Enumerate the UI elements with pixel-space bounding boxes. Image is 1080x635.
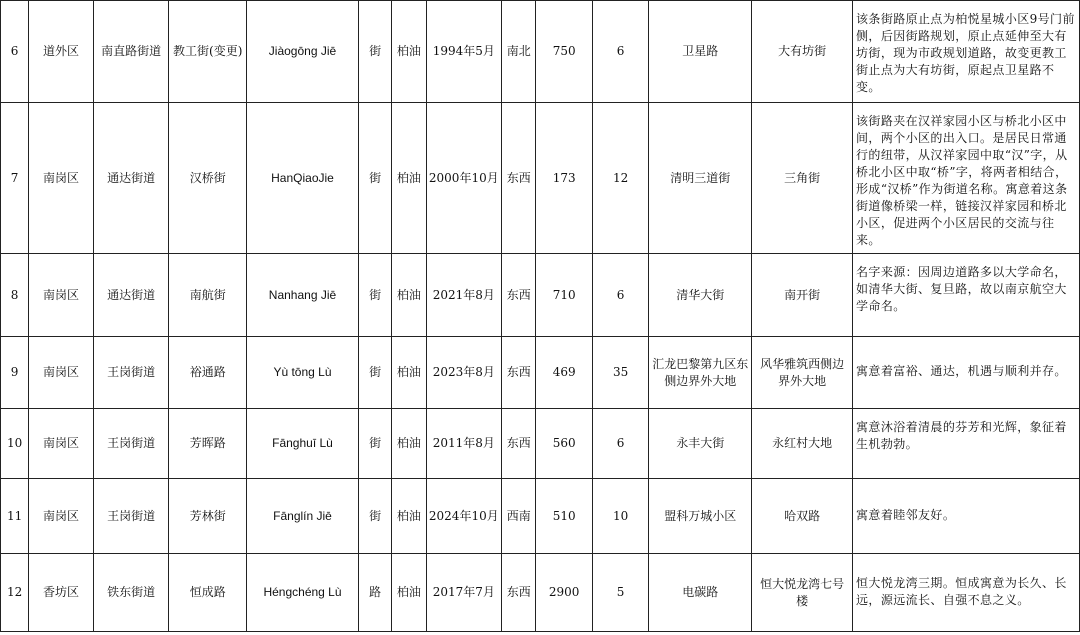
date-cell: 2011年8月 bbox=[426, 409, 502, 479]
start-point-cell: 盟科万城小区 bbox=[649, 479, 752, 554]
note-cell: 寓意沐浴着清晨的芬芳和光辉，象征着生机勃勃。 bbox=[853, 409, 1080, 479]
surface-cell: 柏油 bbox=[392, 337, 426, 409]
end-point-cell: 三角街 bbox=[752, 103, 853, 254]
road-name-cell: 恒成路 bbox=[169, 554, 247, 632]
table-row bbox=[1, 254, 1080, 337]
end-point-cell: 恒大悦龙湾七号楼 bbox=[752, 554, 853, 632]
end-point-cell: 南开街 bbox=[752, 254, 853, 337]
surface-cell: 柏油 bbox=[392, 554, 426, 632]
date-cell: 2023年8月 bbox=[426, 337, 502, 409]
note-cell: 名字来源：因周边道路多以大学命名，如清华大街、复旦路，故以南京航空大学命名。 bbox=[853, 254, 1080, 337]
row-number: 8 bbox=[1, 254, 29, 337]
direction-cell: 东西 bbox=[502, 409, 536, 479]
district-cell: 香坊区 bbox=[29, 554, 94, 632]
table-row bbox=[1, 554, 1080, 632]
width-cell: 35 bbox=[592, 337, 648, 409]
road-type-cell: 街 bbox=[358, 337, 391, 409]
district-cell: 道外区 bbox=[29, 1, 94, 103]
street-office-cell: 王岗街道 bbox=[93, 479, 169, 554]
end-point-cell: 永红村大地 bbox=[752, 409, 853, 479]
width-cell: 6 bbox=[592, 409, 648, 479]
date-cell: 2021年8月 bbox=[426, 254, 502, 337]
end-point-cell: 哈双路 bbox=[752, 479, 853, 554]
street-office-cell: 通达街道 bbox=[93, 103, 169, 254]
row-number: 11 bbox=[1, 479, 29, 554]
row-number: 10 bbox=[1, 409, 29, 479]
date-cell: 2000年10月 bbox=[426, 103, 502, 254]
street-office-cell: 南直路街道 bbox=[93, 1, 169, 103]
road-type-cell: 街 bbox=[358, 103, 391, 254]
table-row bbox=[1, 103, 1080, 254]
surface-cell: 柏油 bbox=[392, 1, 426, 103]
start-point-cell: 永丰大街 bbox=[649, 409, 752, 479]
pinyin-cell: Fānglín Jiē bbox=[247, 479, 359, 554]
street-office-cell: 铁东街道 bbox=[93, 554, 169, 632]
note-cell: 寓意着富裕、通达，机遇与顺利并存。 bbox=[853, 337, 1080, 409]
start-point-cell: 清明三道街 bbox=[649, 103, 752, 254]
district-cell: 南岗区 bbox=[29, 254, 94, 337]
road-type-cell: 路 bbox=[358, 554, 391, 632]
direction-cell: 南北 bbox=[502, 1, 536, 103]
street-office-cell: 通达街道 bbox=[93, 254, 169, 337]
pinyin-cell: Yù tōng Lù bbox=[247, 337, 359, 409]
start-point-cell: 汇龙巴黎第九区东侧边界外大地 bbox=[649, 337, 752, 409]
length-cell: 510 bbox=[536, 479, 592, 554]
road-name-cell: 教工街(变更) bbox=[169, 1, 247, 103]
width-cell: 12 bbox=[592, 103, 648, 254]
direction-cell: 东西 bbox=[502, 554, 536, 632]
road-type-cell: 街 bbox=[358, 254, 391, 337]
pinyin-cell: Fānghuī Lù bbox=[247, 409, 359, 479]
road-type-cell: 街 bbox=[358, 409, 391, 479]
pinyin-cell: Nanhang Jiē bbox=[247, 254, 359, 337]
length-cell: 710 bbox=[536, 254, 592, 337]
surface-cell: 柏油 bbox=[392, 103, 426, 254]
pinyin-cell: Jiàogōng Jiē bbox=[247, 1, 359, 103]
surface-cell: 柏油 bbox=[392, 479, 426, 554]
road-name-cell: 汉桥街 bbox=[169, 103, 247, 254]
end-point-cell: 风华雅筑西侧边界外大地 bbox=[752, 337, 853, 409]
length-cell: 750 bbox=[536, 1, 592, 103]
street-office-cell: 王岗街道 bbox=[93, 409, 169, 479]
length-cell: 173 bbox=[536, 103, 592, 254]
start-point-cell: 电碳路 bbox=[649, 554, 752, 632]
table-row bbox=[1, 479, 1080, 554]
date-cell: 1994年5月 bbox=[426, 1, 502, 103]
date-cell: 2017年7月 bbox=[426, 554, 502, 632]
surface-cell: 柏油 bbox=[392, 409, 426, 479]
road-type-cell: 街 bbox=[358, 479, 391, 554]
road-type-cell: 街 bbox=[358, 1, 391, 103]
road-name-cell: 芳林街 bbox=[169, 479, 247, 554]
note-cell: 该街路夹在汉祥家园小区与桥北小区中间，两个小区的出入口。是居民日常通行的纽带，从汉祥家园中取“汉”字，从桥北小区中取“桥”字，将两者相结合，形成“汉桥”作为街道名称。寓意着这条街道像桥梁一样，链接汉祥家园和桥北小区，促进两个小区居民的交流与往来。 bbox=[853, 103, 1080, 254]
surface-cell: 柏油 bbox=[392, 254, 426, 337]
table-row bbox=[1, 409, 1080, 479]
table-row bbox=[1, 1, 1080, 103]
date-cell: 2024年10月 bbox=[426, 479, 502, 554]
direction-cell: 西南 bbox=[502, 479, 536, 554]
note-cell: 该条街路原止点为柏悦星城小区9号门前侧，后因街路规划，原止点延伸至大有坊街，现为市政规划道路，故变更教工街止点为大有坊街，原起点卫星路不变。 bbox=[853, 1, 1080, 103]
length-cell: 469 bbox=[536, 337, 592, 409]
start-point-cell: 清华大街 bbox=[649, 254, 752, 337]
note-cell: 寓意着睦邻友好。 bbox=[853, 479, 1080, 554]
row-number: 12 bbox=[1, 554, 29, 632]
pinyin-cell: Héngchéng Lù bbox=[247, 554, 359, 632]
row-number: 6 bbox=[1, 1, 29, 103]
width-cell: 5 bbox=[592, 554, 648, 632]
street-office-cell: 王岗街道 bbox=[93, 337, 169, 409]
direction-cell: 东西 bbox=[502, 103, 536, 254]
table-row bbox=[1, 337, 1080, 409]
district-cell: 南岗区 bbox=[29, 103, 94, 254]
direction-cell: 东西 bbox=[502, 254, 536, 337]
road-name-cell: 裕通路 bbox=[169, 337, 247, 409]
length-cell: 2900 bbox=[536, 554, 592, 632]
length-cell: 560 bbox=[536, 409, 592, 479]
start-point-cell: 卫星路 bbox=[649, 1, 752, 103]
note-cell: 恒大悦龙湾三期。恒成寓意为长久、长远，源远流长、自强不息之义。 bbox=[853, 554, 1080, 632]
end-point-cell: 大有坊街 bbox=[752, 1, 853, 103]
width-cell: 10 bbox=[592, 479, 648, 554]
road-name-cell: 南航街 bbox=[169, 254, 247, 337]
row-number: 9 bbox=[1, 337, 29, 409]
pinyin-cell: HanQiaoJie bbox=[247, 103, 359, 254]
row-number: 7 bbox=[1, 103, 29, 254]
district-cell: 南岗区 bbox=[29, 409, 94, 479]
width-cell: 6 bbox=[592, 1, 648, 103]
direction-cell: 东西 bbox=[502, 337, 536, 409]
road-name-cell: 芳晖路 bbox=[169, 409, 247, 479]
width-cell: 6 bbox=[592, 254, 648, 337]
district-cell: 南岗区 bbox=[29, 337, 94, 409]
district-cell: 南岗区 bbox=[29, 479, 94, 554]
